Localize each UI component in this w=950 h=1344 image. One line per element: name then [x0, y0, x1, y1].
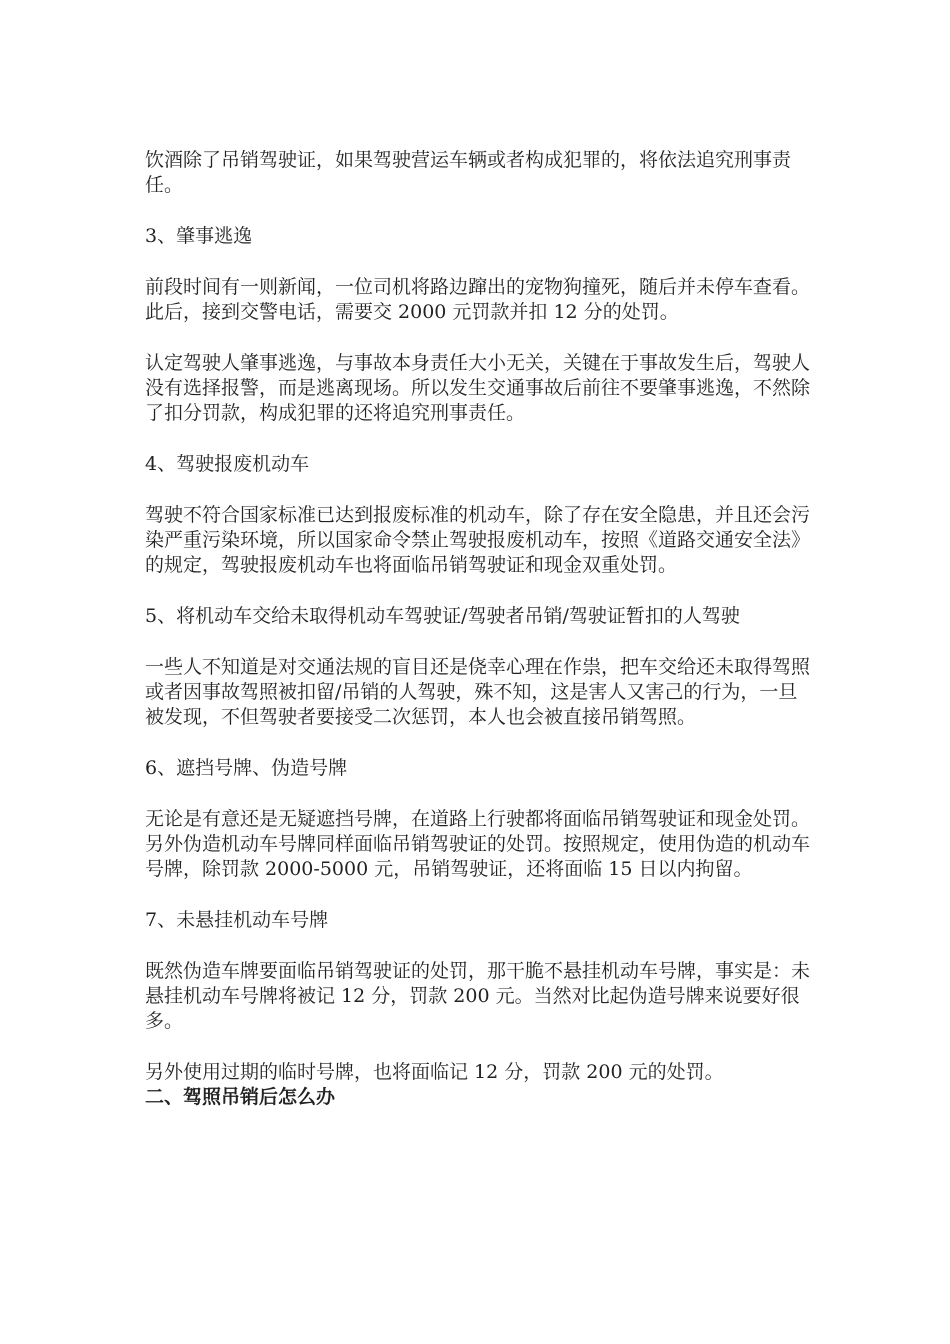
- paragraph-unlicensed-driver: 一些人不知道是对交通法规的盲目还是侥幸心理在作祟，把车交给还未取得驾照或者因事故驾照被扣留/吊销的人驾驶，殊不知，这是害人又害己的行为，一旦被发现，不但驾驶者要接受二次惩罚，本人也会被直接吊销驾照。: [145, 656, 811, 728]
- item-heading-unlicensed-driver: 5、将机动车交给未取得机动车驾驶证/驾驶者吊销/驾驶证暂扣的人驾驶: [145, 605, 740, 627]
- document-page: [145, 148, 810, 1110]
- paragraph-hit-and-run-definition: 认定驾驶人肇事逃逸，与事故本身责任大小无关，关键在于事故发生后，驾驶人没有选择报警，而是逃离现场。所以发生交通事故后前往不要肇事逃逸，不然除了扣分罚款，构成犯罪的还将追究刑事责任。: [145, 352, 811, 424]
- paragraph-no-plate: 既然伪造车牌要面临吊销驾驶证的处罚，那干脆不悬挂机动车号牌，事实是：未悬挂机动车号牌将被记 12 分，罚款 200 元。当然对比起伪造号牌来说要好很多。: [145, 960, 811, 1032]
- paragraph-plate-covering: 无论是有意还是无疑遮挡号牌，在道路上行驶都将面临吊销驾驶证和现金处罚。另外伪造机动车号牌同样面临吊销驾驶证的处罚。按照规定，使用伪造的机动车号牌，除罚款 2000-5000 元，吊销驾驶证，还将面临 15 日以内拘留。: [145, 808, 811, 880]
- paragraph-drunk-driving: 饮酒除了吊销驾驶证，如果驾驶营运车辆或者构成犯罪的，将依法追究刑事责任。: [145, 149, 792, 196]
- item-heading-no-plate: 7、未悬挂机动车号牌: [145, 909, 329, 931]
- item-heading-scrapped-vehicle: 4、驾驶报废机动车: [145, 453, 310, 475]
- paragraph-expired-temp-plate: 另外使用过期的临时号牌，也将面临记 12 分，罚款 200 元的处罚。: [145, 1061, 724, 1083]
- paragraph-news-case: 前段时间有一则新闻，一位司机将路边蹿出的宠物狗撞死，随后并未停车查看。此后，接到交警电话，需要交 2000 元罚款并扣 12 分的处罚。: [145, 276, 811, 323]
- item-heading-plate-covering: 6、遮挡号牌、伪造号牌: [145, 757, 348, 779]
- section-heading: 二、驾照吊销后怎么办: [145, 1086, 336, 1108]
- paragraph-scrapped-vehicle: 驾驶不符合国家标准已达到报废标准的机动车，除了存在安全隐患，并且还会污染严重污染环境，所以国家命令禁止驾驶报废机动车，按照《道路交通安全法》的规定，驾驶报废机动车也将面临吊销驾驶证和现金双重处罚。: [145, 504, 811, 576]
- item-heading-hit-and-run: 3、肇事逃逸: [145, 225, 253, 247]
